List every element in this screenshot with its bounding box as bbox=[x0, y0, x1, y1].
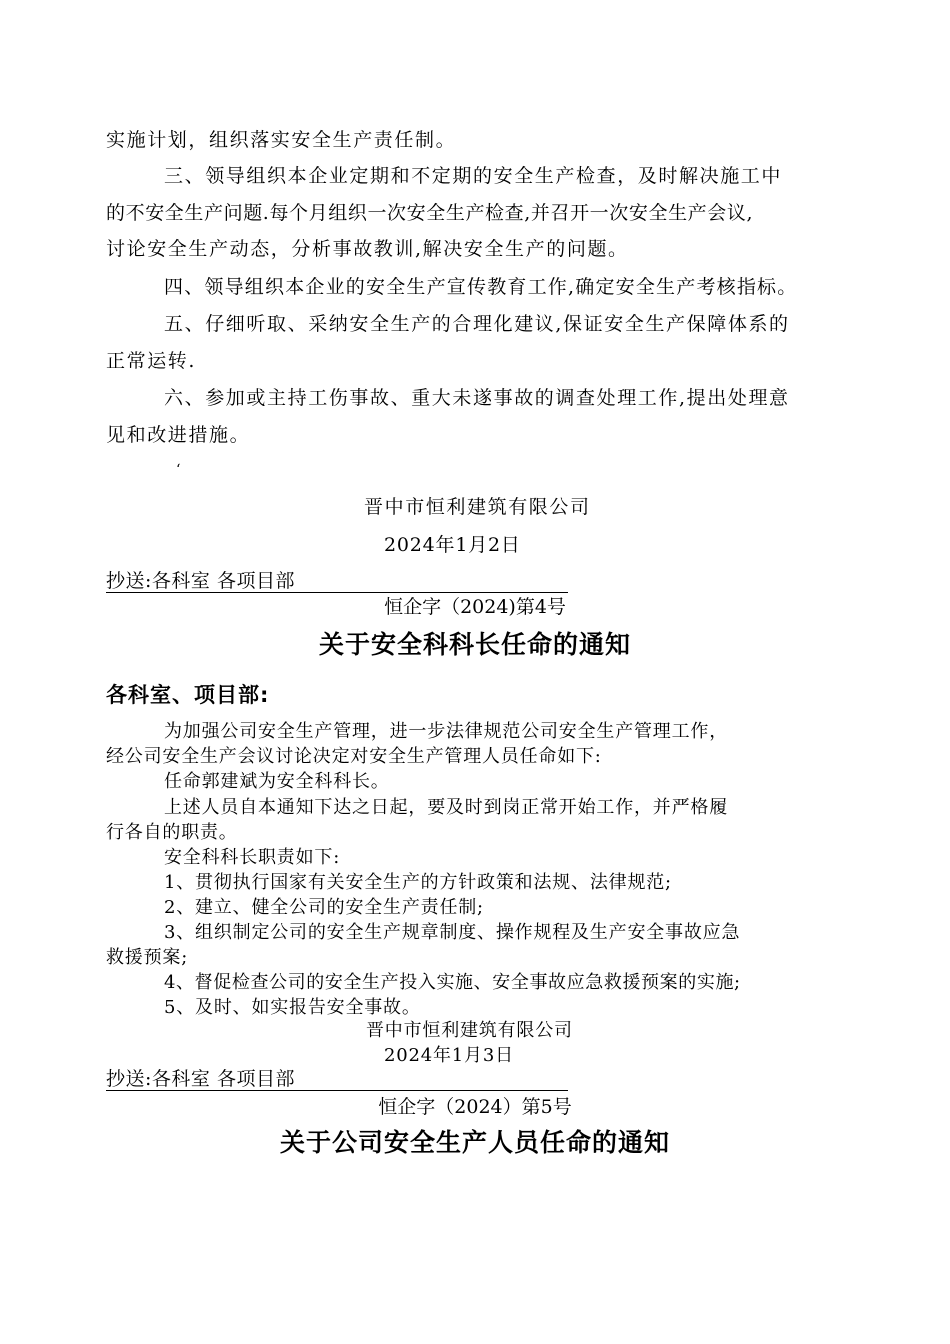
paragraph-line: 的不安全生产问题.每个月组织一次安全生产检查,并召开一次安全生产会议, bbox=[106, 202, 754, 224]
notice-title: 关于安全科科长任命的通知 bbox=[318, 630, 631, 659]
paragraph-line: 讨论安全生产动态，分析事故教训,解决安全生产的问题。 bbox=[106, 238, 629, 260]
notice-line: 救援预案; bbox=[106, 947, 189, 968]
paragraph-line: 五、仔细听取、采纳安全生产的合理化建议,保证安全生产保障体系的 bbox=[164, 313, 790, 335]
company-signature: 晋中市恒利建筑有限公司 bbox=[364, 496, 591, 518]
document-number: 恒企字（2024）第5号 bbox=[378, 1096, 572, 1118]
notice-line: 4、督促检查公司的安全生产投入实施、安全事故应急救援预案的实施; bbox=[164, 972, 741, 993]
notice-line: 上述人员自本通知下达之日起，要及时到岗正常开始工作，并严格履 bbox=[164, 797, 728, 818]
company-signature: 晋中市恒利建筑有限公司 bbox=[366, 1020, 573, 1041]
paragraph-line: 正常运转. bbox=[106, 350, 197, 372]
paragraph-line: 三、领导组织本企业定期和不定期的安全生产检查，及时解决施工中 bbox=[164, 165, 783, 187]
notice-title: 关于公司安全生产人员任命的通知 bbox=[279, 1128, 670, 1157]
notice-line: 行各自的职责。 bbox=[106, 822, 238, 843]
notice-line: 1、贯彻执行国家有关安全生产的方针政策和法规、法律规范; bbox=[164, 872, 672, 893]
notice-line: 3、组织制定公司的安全生产规章制度、操作规程及生产安全事故应急 bbox=[164, 922, 741, 943]
notice-line: 5、及时、如实报告安全事故。 bbox=[164, 997, 421, 1018]
paragraph-line: 四、领导组织本企业的安全生产宣传教育工作,确定安全生产考核指标。 bbox=[164, 276, 798, 298]
addressee: 各科室、项目部: bbox=[106, 683, 270, 707]
cc-line: 抄送:各科室 各项目部 bbox=[106, 1068, 568, 1091]
notice-line: 2、建立、健全公司的安全生产责任制; bbox=[164, 897, 484, 918]
paragraph-line: 实施计划，组织落实安全生产责任制。 bbox=[106, 129, 457, 151]
signature-date: 2024年1月2日 bbox=[384, 534, 521, 556]
notice-line: 任命郭建斌为安全科科长。 bbox=[164, 771, 390, 792]
paragraph-line: 六、参加或主持工伤事故、重大未遂事故的调查处理工作,提出处理意 bbox=[164, 387, 790, 409]
notice-line: 经公司安全生产会议讨论决定对安全生产管理人员任命如下: bbox=[106, 746, 602, 767]
notice-line: 为加强公司安全生产管理，进一步法律规范公司安全生产管理工作， bbox=[164, 721, 728, 742]
document-number: 恒企字（2024)第4号 bbox=[384, 596, 566, 618]
paragraph-line: 见和改进措施。 bbox=[106, 424, 251, 446]
signature-date: 2024年1月3日 bbox=[384, 1045, 514, 1066]
cc-line: 抄送:各科室 各项目部 bbox=[106, 570, 568, 593]
stray-mark: ‘ bbox=[176, 462, 183, 478]
notice-line: 安全科科长职责如下: bbox=[164, 847, 341, 868]
